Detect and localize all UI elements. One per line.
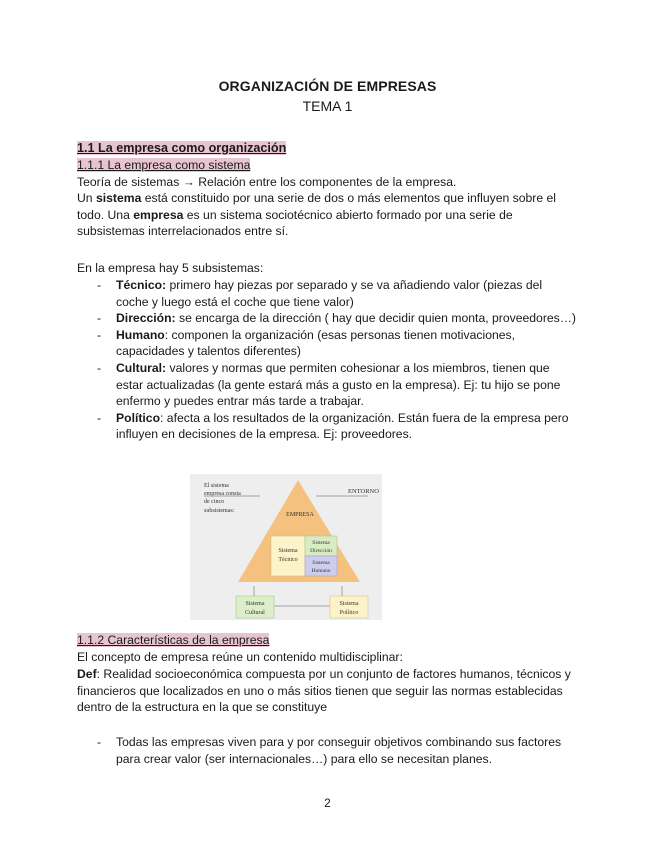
list-text: : afecta a los resultados de la organización. Están fuera de la empresa pero influyen en decisiones de la empresa. Ej: proveedores. [116,410,569,442]
subsection-heading-text: 1.1.2 Características de la empresa [77,633,270,647]
list-text: primero hay piezas por separado y se va añadiendo valor (piezas del coche y luego está el coche que tiene valor) [116,278,543,309]
section-heading-text: 1.1 La empresa como organización [77,141,287,155]
humano-label-1: Sistema [312,560,330,566]
tecnico-box [271,536,305,576]
list-dash: - [97,410,102,425]
list-term: Humano [116,327,165,342]
subsystems-diagram-svg [190,474,382,620]
section-heading-1-1 [77,140,577,157]
subsystems-diagram [190,474,382,620]
paragraph-subsystems-intro: En la empresa hay 5 subsistemas: [77,261,264,275]
document-subtitle: TEMA 1 [302,98,353,114]
list-text: se encarga de la dirección ( hay que decidir quien monta, proveedores…) [175,311,576,326]
paragraph-systems-theory: Teoría de sistemas → Relación entre los componentes de la empresa. [77,175,457,189]
list-dash: - [97,735,102,749]
characteristics-list [77,734,577,767]
note-line-1: El sistema [204,483,229,489]
bold-term-sistema: sistema [95,191,142,205]
bold-term-empresa: empresa [133,207,184,222]
paragraph-multidisciplinary: El concepto de empresa reúne un contenido multidisciplinar: [77,650,403,664]
list-dash: - [97,360,102,375]
list-term: Técnico: [116,278,167,292]
subsection-heading-1-1-1 [77,157,577,174]
subsection-heading-1-1-2 [77,632,577,649]
list-item [77,310,577,327]
note-line-3: de cinco [204,499,225,505]
list-item [77,734,577,767]
direccion-label-2: Dirección [310,548,332,554]
list-item [77,410,577,443]
note-line-4: subsistemas: [204,508,235,514]
direccion-label-1: Sistema [312,540,330,546]
subsystems-list [77,277,577,443]
text-run: está constituido por una serie de dos o más elementos que influyen sobre el todo. Una [77,191,556,222]
humano-label-2: Humano [311,568,331,574]
empresa-label: EMPRESA [286,512,314,518]
paragraph-system-definition [77,190,577,240]
list-term: Cultural: [116,360,167,375]
text-run: es un sistema sociotécnico abierto formado por una serie de subsistemas interrelacionados entre sí. [77,207,513,239]
list-item [77,277,577,310]
tecnico-label-2: Técnico [278,557,298,563]
list-dash: - [97,327,102,342]
entorno-label: ENTORNO [348,488,379,495]
def-text: : Realidad socioeconómica compuesta por un conjunto de factores humanos, técnicos y financieros que localizados en uno o más sitios tienen que seguir las normas establecidas dentro de la estructura en la que se constituye [77,667,571,715]
paragraph-definition [77,666,577,716]
politico-label-2: Político [339,610,359,616]
list-term: Dirección: [116,311,176,326]
document-title: ORGANIZACIÓN DE EMPRESAS [218,78,437,94]
list-item [77,327,577,360]
text-run: Un [77,191,96,205]
subsection-heading-text: 1.1.1 La empresa como sistema [77,158,251,172]
def-label: Def [77,667,97,681]
cultural-label-1: Sistema [245,601,265,607]
list-text: valores y normas que permiten cohesionar a los miembros, tienen que estar actualizadas (la gente estará más a gusto en la empresa). Ej: tu hijo se pone enfermo y puedes entrar más tarde a trabajar. [116,360,561,409]
list-dash: - [97,311,102,326]
note-line-2: empresa consta [204,491,241,497]
list-dash: - [97,278,102,292]
cultural-label-2: Cultural [245,610,265,616]
list-term: Político [116,410,161,425]
list-text: Todas las empresas viven para y por conseguir objetivos combinando sus factores para crear valor (ser internacionales…) para ello se necesitan planes. [116,735,562,766]
politico-label-1: Sistema [339,601,359,607]
tecnico-label-1: Sistema [278,548,298,554]
page-number: 2 [324,796,331,810]
list-item [77,360,577,410]
list-text: : componen la organización (esas personas tienen motivaciones, capacidades y talentos diferentes) [116,327,516,359]
